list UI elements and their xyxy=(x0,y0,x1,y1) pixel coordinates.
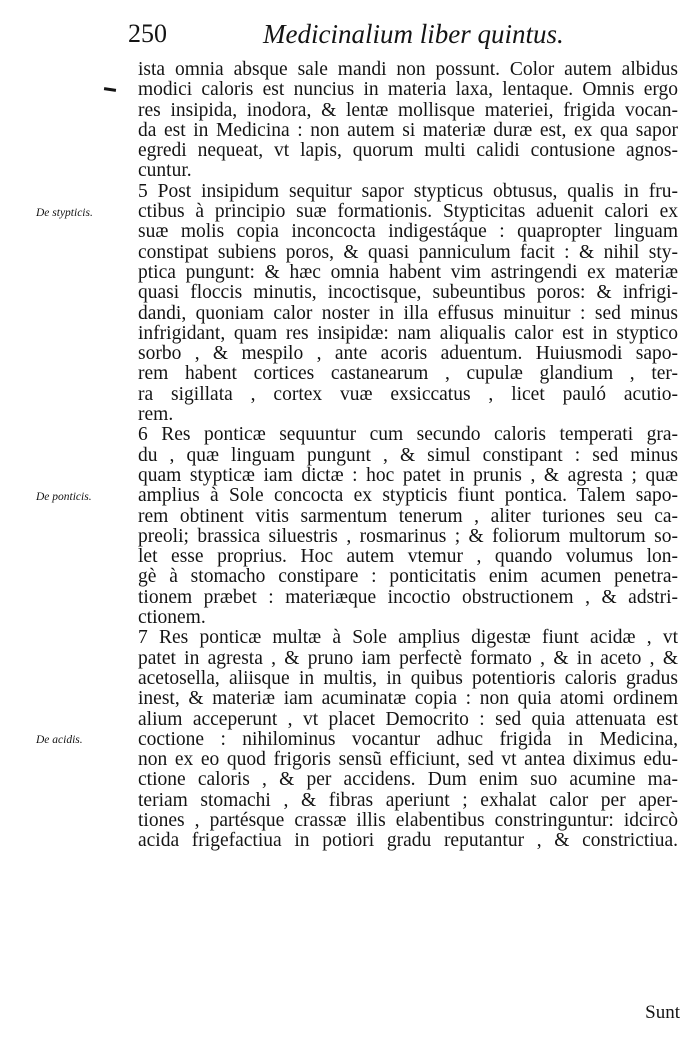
text-line: acida frigefactiua in potiori gradu reputantur , & constrictiua. xyxy=(138,831,678,852)
text-line: let esse proprius. Hoc autem vtemur , quando volumus lon- xyxy=(138,547,678,568)
text-line: ista omnia absque sale mandi non possunt. Color autem albidus xyxy=(138,60,678,80)
text-line: 5 Post insipidum sequitur sapor stypticus obtusus, qualis in fru- xyxy=(138,181,678,202)
running-title: Medicinalium liber quintus. xyxy=(263,19,564,49)
text-line: res insipida, inodora, & lentæ mollisque materiei, frigida vocan- xyxy=(138,100,678,121)
text-line: da est in Medicina : non autem si materiæ duræ est, ex qua sapor xyxy=(138,120,678,141)
text-line: quasi floccis minutis, incoctisque, subeuntibus poros: & infrigi- xyxy=(138,283,678,304)
body-text xyxy=(138,60,678,852)
text-line: rem habent cortices castanearum , cupulæ glandium , ter- xyxy=(138,364,678,385)
text-line: ra sigillata , cortex vuæ exsiccatus , licet pauló acutio- xyxy=(138,384,678,405)
margin-note-ponticis: De ponticis. xyxy=(36,491,92,503)
text-line: infrigidant, quam res insipidæ: nam aliqualis calor est in styptico xyxy=(138,323,678,344)
text-line: quam stypticæ iam dictæ : hoc patet in prunis , & agresta ; quæ xyxy=(138,465,678,486)
text-line: egredi nequeat, vt lapis, quorum multi calidi contusione agnos- xyxy=(138,141,678,162)
text-line: 6 Res ponticæ sequuntur cum secundo caloris temperati gra- xyxy=(138,425,678,446)
text-line: teriam stomachi , & fibras aperiunt ; exhalat calor per aper- xyxy=(138,790,678,811)
pen-mark xyxy=(104,87,116,92)
text-line: inest, & materiæ iam acuminatæ copia : non quia atomi ordinem xyxy=(138,689,678,710)
page-number: 250 xyxy=(128,19,167,48)
margin-note-stypticis: De stypticis. xyxy=(36,207,93,219)
text-line: du , quæ linguam pungunt , & simul constipant : sed minus xyxy=(138,445,678,466)
text-line: gè à stomacho constipare : ponticitatis enim acumen penetra- xyxy=(138,567,678,588)
text-line: alium acceperunt , vt placet Democrito : sed quia attenuata est xyxy=(138,709,678,730)
text-line: preoli; brassica siluestris , rosmarinus ; & foliorum multorum so- xyxy=(138,526,678,547)
text-line: rem. xyxy=(138,405,174,426)
catchword: Sunt xyxy=(645,1002,680,1023)
text-line: tiones , partésque crassæ illis elabentibus constringuntur: idcircò xyxy=(138,810,678,831)
text-line: rem obtinent vitis sarmentum tenerum , aliter turiones seu ca- xyxy=(138,506,678,527)
text-line: coctione : nihilominus vocantur adhuc frigida in Medicina, xyxy=(138,729,678,750)
text-line: modici caloris est nuncius in materia laxa, lentaque. Omnis ergo xyxy=(138,80,678,101)
text-line: amplius à Sole concocta ex stypticis fiunt pontica. Talem sapo- xyxy=(138,486,678,507)
text-line: ctione caloris , & per accidens. Dum enim suo acumine ma- xyxy=(138,770,678,791)
text-line: sorbo , & mespilo , ante acoris aduentum. Huiusmodi sapo- xyxy=(138,344,678,365)
text-line: ctionem. xyxy=(138,608,206,629)
text-line: cuntur. xyxy=(138,161,192,182)
text-line: 7 Res ponticæ multæ à Sole amplius digestæ fiunt acidæ , vt xyxy=(138,628,678,649)
text-line: suæ molis copia inconcocta indigestáque : quapropter linguam xyxy=(138,222,678,243)
text-line: tionem præbet : materiæque incoctio obstructionem , & adstri- xyxy=(138,587,678,608)
text-line: patet in agresta , & pruno iam perfectè formato , & in aceto , & xyxy=(138,648,678,669)
text-line: ptica pungunt: & hæc omnia habent vim astringendi ex materiæ xyxy=(138,262,678,283)
text-line: constipat subiens poros, & quasi panniculum facit : & nihil sty- xyxy=(138,242,678,263)
text-line: dandi, quoniam calor noster in illa effusus minuitur : sed minus xyxy=(138,303,678,324)
margin-note-acidis: De acidis. xyxy=(36,734,83,746)
text-line: ctibus à principio suæ formationis. Stypticitas aduenit calori ex xyxy=(138,202,678,223)
text-line: acetosella, aliisque in multis, in quibus potentioris caloris gradus xyxy=(138,668,678,689)
text-line: non ex eo quod frigoris sensũ efficiunt, sed vt antea diximus edu- xyxy=(138,750,678,771)
page-header xyxy=(128,16,588,52)
